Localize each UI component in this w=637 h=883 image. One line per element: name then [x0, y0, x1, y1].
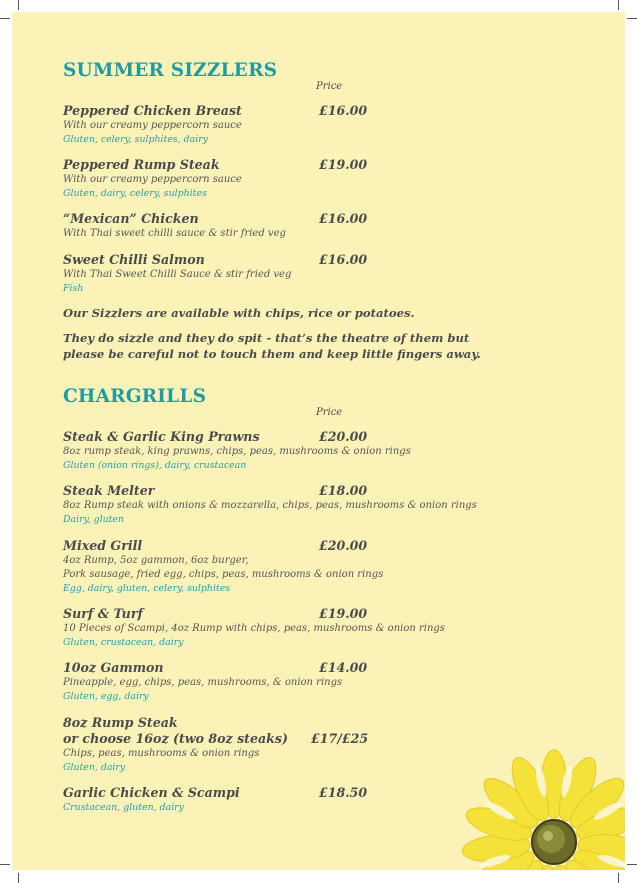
item-price: £14.00 [319, 660, 368, 675]
item-price: £17/£25 [311, 731, 369, 746]
item-description: Chips, peas, mushrooms & onion rings [63, 748, 260, 759]
item-price: £19.00 [319, 606, 368, 621]
menu-item [63, 103, 483, 147]
item-name: Surf & Turf [63, 606, 143, 621]
item-description: 10 Pieces of Scampi, 4oz Rump with chips, peas, mushrooms & onion rings [63, 623, 445, 634]
item-name: Peppered Rump Steak [63, 157, 220, 172]
item-allergens: Egg, dairy, gluten, celery, sulphites [63, 583, 231, 594]
item-description: With our creamy peppercorn sauce [63, 174, 242, 185]
item-description: 8oz Rump steak with onions & mozzarella, chips, peas, mushrooms & onion rings [63, 500, 477, 511]
item-price: £18.50 [319, 785, 368, 800]
item-name: Steak & Garlic King Prawns [63, 429, 260, 444]
item-allergens: Gluten, dairy, celery, sulphites [63, 188, 207, 199]
item-price: £16.00 [319, 211, 368, 226]
item-allergens: Gluten (onion rings), dairy, crustacean [63, 460, 247, 471]
crop-mark [627, 18, 637, 19]
menu-item [63, 252, 483, 296]
item-allergens: Gluten, egg, dairy [63, 691, 149, 702]
sizzler-note: Our Sizzlers are available with chips, rice or potatoes. [63, 306, 415, 320]
crop-mark [0, 18, 10, 19]
item-name: Steak Melter [63, 483, 155, 498]
item-allergens: Fish [63, 283, 84, 294]
item-price: £16.00 [319, 252, 368, 267]
menu-item [63, 211, 483, 241]
sizzler-warning: They do sizzle and they do spit - that’s the theatre of them but please be careful not to touch them and keep little fingers away. [63, 331, 481, 361]
item-price: £18.00 [319, 483, 368, 498]
menu-item [63, 606, 483, 650]
menu-item [63, 715, 483, 775]
item-name: 8oz Rump Steak [63, 715, 178, 730]
section-title-chargrills: CHARGRILLS [63, 386, 207, 407]
item-name: Mixed Grill [63, 538, 143, 553]
crop-mark [18, 873, 19, 883]
item-description: With Thai sweet chilli sauce & stir fried veg [63, 228, 286, 239]
price-column-label: Price [316, 81, 343, 92]
crop-mark [18, 0, 19, 10]
price-column-label: Price [316, 407, 343, 418]
item-allergens: Crustacean, gluten, dairy [63, 802, 184, 813]
item-allergens: Gluten, crustacean, dairy [63, 637, 184, 648]
menu-item [63, 538, 483, 596]
sunflower-icon [449, 740, 625, 870]
section-title-sizzlers: SUMMER SIZZLERS [63, 60, 278, 81]
menu-item [63, 660, 483, 704]
menu-item [63, 483, 483, 527]
item-name: 10oz Gammon [63, 660, 164, 675]
item-price: £19.00 [319, 157, 368, 172]
item-allergens: Gluten, dairy [63, 762, 126, 773]
item-allergens: Dairy, gluten [63, 514, 124, 525]
item-name: “Mexican” Chicken [63, 211, 199, 226]
item-name-line-2: or choose 16oz (two 8oz steaks) [63, 731, 288, 746]
item-name: Peppered Chicken Breast [63, 103, 242, 118]
item-price: £16.00 [319, 103, 368, 118]
item-name: Garlic Chicken & Scampi [63, 785, 240, 800]
item-name: Sweet Chilli Salmon [63, 252, 205, 267]
item-description: With our creamy peppercorn sauce [63, 120, 242, 131]
menu-item [63, 785, 483, 815]
item-description-line-2: Pork sausage, fried egg, chips, peas, mushrooms & onion rings [63, 569, 384, 580]
item-description: With Thai Sweet Chilli Sauce & stir fried veg [63, 269, 292, 280]
crop-mark [618, 0, 619, 10]
crop-mark [627, 864, 637, 865]
item-description: Pineapple, egg, chips, peas, mushrooms, & onion rings [63, 677, 343, 688]
item-description: 4oz Rump, 5oz gammon, 6oz burger, [63, 555, 249, 566]
crop-mark [0, 864, 10, 865]
menu-item [63, 157, 483, 201]
item-allergens: Gluten, celery, sulphites, dairy [63, 134, 209, 145]
item-description: 8oz rump steak, king prawns, chips, peas, mushrooms & onion rings [63, 446, 411, 457]
item-price: £20.00 [319, 538, 368, 553]
crop-mark [618, 873, 619, 883]
menu-page [12, 12, 625, 870]
menu-item [63, 429, 483, 473]
item-price: £20.00 [319, 429, 368, 444]
